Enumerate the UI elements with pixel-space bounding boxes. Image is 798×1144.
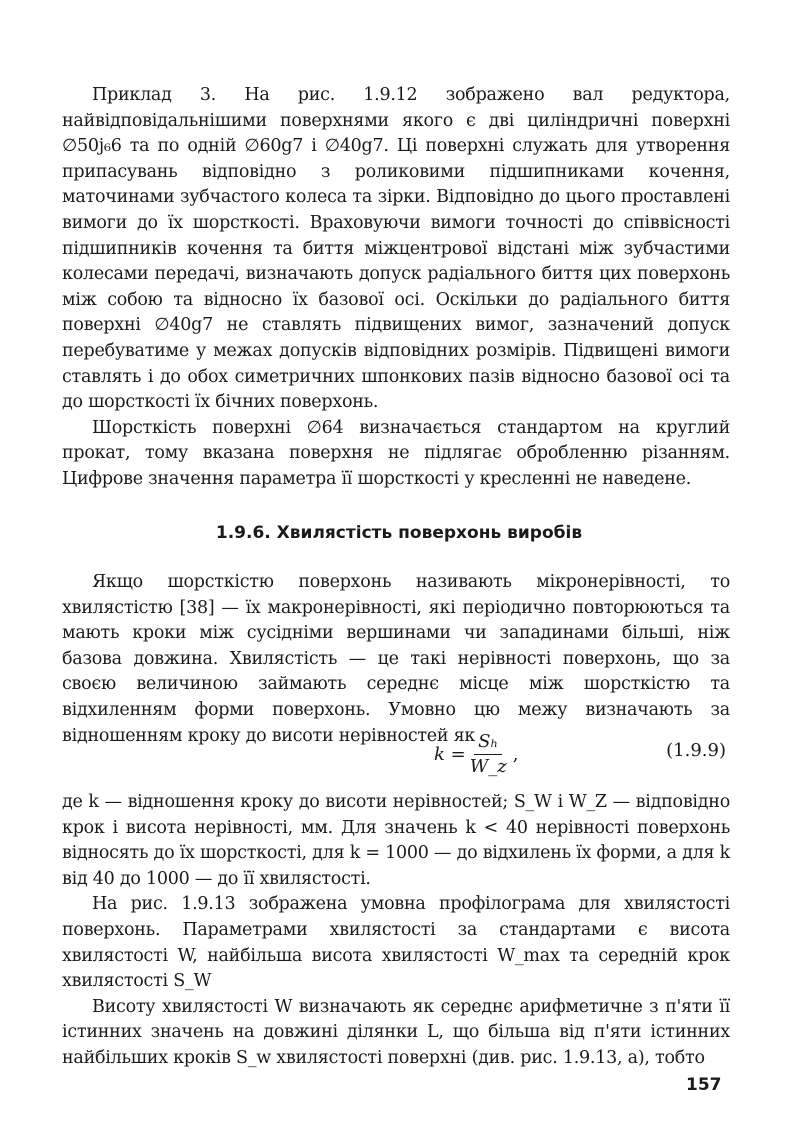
formula-fraction [470,730,507,779]
text-block-waviness-params [62,790,730,1072]
text-block-waviness-intro [62,570,730,749]
formula-expression [434,728,518,780]
paragraph-waviness-definition: Якщо шорсткістю поверхонь називають мікронерівності, то хвилястістю [38] — їх макронерівності, які періодично повторюються та мають кроки між сусідніми вершинами чи западинами більші, ніж базова довжина. Хвилястість — це такі нерівності поверхонь, що за своєю величиною займають середнє місце між шорсткістю та відхиленням форми поверхонь. Умовно цю межу визначають за відношенням кроку до висоти нерівностей як [62,572,730,746]
equation-number: (1.9.9) [666,740,726,761]
paragraph-waviness-height: Висоту хвилястості W визначають як середнє арифметичне з п'яти її істинних значень на довжині ділянки L, що більша від п'яти істинних найбільших кроків S_w хвилястості поверхні (див. рис. 1.9.13, а), тобто [62,996,730,1068]
formula-trailing-comma: , [512,743,519,765]
paragraph-k-ratio: де k — відношення кроку до висоти нерівностей; S_W і W_Z — відповідно крок і висота нерівності, мм. Для значень k < 40 нерівності поверхонь відносять до їх шорсткості, для k = 1000 — до відхилень їх форми, а для k від 40 до 1000 — до її хвилястості. [62,792,730,889]
paragraph-roughness-64: Шорсткість поверхні ∅64 визначається стандартом на круглий прокат, тому вказана поверхня не підлягає обробленню різанням. Цифрове значення параметра її шорсткості у кресленні не наведене. [62,417,730,489]
formula-1-9-9 [62,728,730,786]
formula-denominator: W_z [469,755,507,777]
section-heading: 1.9.6. Хвилястість поверхонь виробів [215,523,583,543]
paragraph-profilogram: На рис. 1.9.13 зображена умовна профілограма для хвилястості поверхонь. Параметрами хвилястості за стандартами є висота хвилястості W, найбільша висота хвилястості W_max та середній крок хвилястості S_W [62,894,730,992]
text-block-example [62,83,730,493]
paragraph-example-3: Приклад 3. На рис. 1.9.12 зображено вал редуктора, найвідповідальнішими поверхнями якого є дві циліндричні поверхні ∅50j₆6 та по одній ∅60g7 і ∅40g7. Ці поверхні служать для утворення припасувань відповідно з роликовими підшипниками кочення, маточинами зубчастого колеса та зірки. Відповідно до цього проставлені вимоги до їх шорсткості. Враховуючи вимоги точності до співвісності підшипників кочення та биття міжцентрової відстані між зубчастими колесами передачі, визначають допуск радіального биття цих поверхонь між собою та відносно їх базової осі. Оскільки до радіального биття поверхні ∅40g7 не ставлять підвищених вимог, зазначений допуск перебуватиме у межах допусків відповідних розмірів. Підвищені вимоги ставлять і до обох симетричних шпонкових пазів відносно базової осі та до шорсткості їх бічних поверхонь. [62,85,730,413]
page-number: 157 [686,1075,722,1095]
formula-lhs: k = [434,743,466,765]
formula-numerator: Sₕ [474,730,502,755]
